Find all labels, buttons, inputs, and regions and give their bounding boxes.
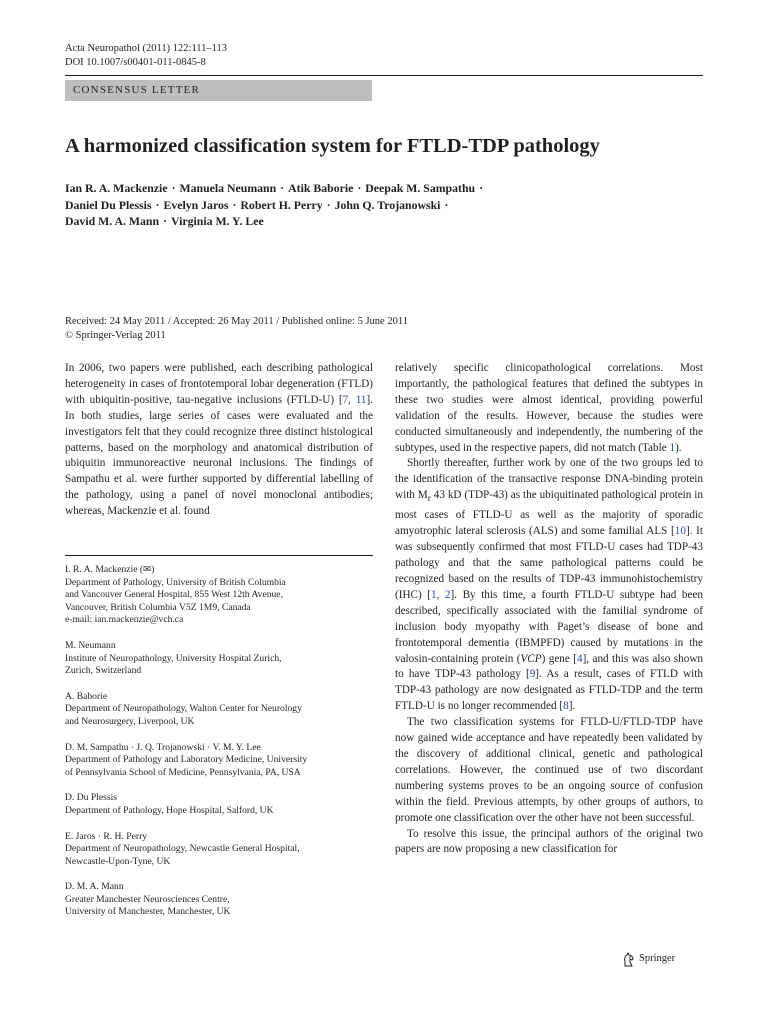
author-line-1 <box>65 180 705 197</box>
body-column-left <box>65 361 373 520</box>
body-paragraph <box>395 361 703 456</box>
author-name: Deepak M. Sampathu <box>365 181 476 195</box>
affiliation-line: Newcastle-Upon-Tyne, UK <box>65 855 171 867</box>
author-name: Robert H. Perry <box>240 197 323 212</box>
body-text: relatively specific clinicopathological correlations. Most importantly, the pathological features that defined the subtypes in these two studies were almost identical, providing powerful validation of the results. However, because the studies were conducted simultaneously and independently, the numbering of the subtypes, used in the respective papers, did not match (Table <box>395 362 703 454</box>
affiliation-line: Greater Manchester Neurosciences Centre, <box>65 893 230 905</box>
journal-citation: Acta Neuropathol (2011) 122:111–113 <box>65 43 228 54</box>
author-name: David M. A. Mann <box>65 214 160 228</box>
springer-horse-icon <box>622 952 636 967</box>
affiliation-names: D. M. A. Mann <box>65 881 124 893</box>
affiliation-entry <box>65 831 380 869</box>
body-column-right <box>395 361 703 858</box>
author-name: Ian R. A. Mackenzie <box>65 181 168 195</box>
email-link[interactable]: e-mail: ian.mackenzie@vch.ca <box>65 614 184 626</box>
author-name: Daniel Du Plessis <box>65 197 152 212</box>
citation-link[interactable]: 7, 11 <box>342 393 367 406</box>
affiliations <box>65 564 380 932</box>
body-text: Shortly thereafter, further work by one of the two groups led to the identification of the transactive response DNA-binding protein with M <box>395 457 703 502</box>
author-list <box>65 180 705 230</box>
affiliation-line: Department of Pathology and Laboratory Medicine, University <box>65 754 308 766</box>
body-text: In 2006, two papers were published, each describing pathological heterogeneity in cases of frontotemporal lobar degeneration (FTLD) with ubiquitin-positive, tau-negative inclusions (FTLD-U) [ <box>65 362 373 406</box>
author-line-2 <box>65 197 705 214</box>
affiliation-entry <box>65 691 380 729</box>
author-name: Virginia M. Y. Lee <box>171 214 264 228</box>
author-separator: · <box>171 181 176 195</box>
citation-link[interactable]: 9 <box>529 668 536 681</box>
affiliation-line: Department of Neuropathology, Walton Center for Neurology <box>65 703 302 715</box>
affiliation-entry <box>65 640 380 678</box>
body-text: ). <box>675 441 682 454</box>
author-separator: · <box>232 197 237 212</box>
author-separator: · <box>280 181 285 195</box>
author-name: Atik Baborie <box>288 181 354 195</box>
author-name: John Q. Trojanowski <box>334 197 441 212</box>
affiliation-names: A. Baborie <box>65 690 108 702</box>
table-link[interactable]: 1 <box>669 441 676 454</box>
body-paragraph <box>65 361 373 520</box>
affiliation-names: E. Jaros · R. H. Perry <box>65 830 148 842</box>
citation-link[interactable]: 8 <box>563 700 569 713</box>
affiliation-rule <box>65 555 373 556</box>
author-separator: · <box>444 197 449 212</box>
subscript: r <box>427 494 431 505</box>
affiliation-entry <box>65 881 380 919</box>
author-line-3 <box>65 213 705 230</box>
affiliation-line: Department of Pathology, University of British Columbia <box>65 576 286 588</box>
dates-line: Received: 24 May 2011 / Accepted: 26 May 2011 / Published online: 5 June 2011 <box>65 316 408 327</box>
affiliation-line: and Vancouver General Hospital, 855 West 12th Avenue, <box>65 589 283 601</box>
affiliation-entry <box>65 742 380 780</box>
affiliation-line: University of Manchester, Manchester, UK <box>65 906 231 918</box>
author-separator: · <box>326 197 331 212</box>
affiliation-names: D. M. Sampathu · J. Q. Trojanowski · V. M. Y. Lee <box>65 741 261 753</box>
affiliation-line: and Neurosurgery, Liverpool, UK <box>65 715 195 727</box>
affiliation-line: Vancouver, British Columbia V5Z 1M9, Canada <box>65 601 251 613</box>
publication-dates <box>65 315 705 342</box>
journal-doi[interactable]: DOI 10.1007/s00401-011-0845-8 <box>65 57 206 68</box>
affiliation-line: Department of Pathology, Hope Hospital, Salford, UK <box>65 804 274 816</box>
author-separator: · <box>479 181 484 195</box>
affiliation-entry <box>65 792 380 817</box>
body-text: ]. As a result, cases of FTLD with TDP-43 pathology are now designated as FTLD-TDP and the term FTLD-U is no longer recommended [ <box>395 668 703 713</box>
publisher-mark <box>622 951 675 967</box>
body-text: ) gene [ <box>541 652 577 665</box>
copyright-line: © Springer-Verlag 2011 <box>65 329 166 341</box>
gene-name: VCP <box>520 652 542 665</box>
body-text: 43 kD (TDP-43) as the ubiquitinated pathological protein in most cases of FTLD-U as well as the majority of sporadic amyotrophic lateral sclerosis (ALS) and some familial ALS [ <box>395 489 703 538</box>
citation-link[interactable]: 1, 2 <box>431 588 451 601</box>
author-separator: · <box>357 181 362 195</box>
body-text: ]. In both studies, large series of cases were evaluated and the investigators felt that they could recognize three distinct histological patterns, based on the morphology and anatomical distribution of ubiquitin immunoreactive neuronal inclusions. The findings of Sampathu et al. were further supported by differential labelling of the pathology, using a panel of novel monoclonal antibodies; whereas, Mackenzie et al. found <box>65 393 373 518</box>
affiliation-names: I. R. A. Mackenzie (✉) <box>65 564 155 575</box>
body-paragraph: The two classification systems for FTLD-U/FTLD-TDP have now gained wide acceptance and have repeatedly been validated by the discovery of additional clinical, genetic and pathological correlations. However, the continued use of two discordant numbering systems proves to be an ongoing source of confusion within the field. Previous attempts, by other groups of authors, to promote one classification over the other have not been successful. <box>395 716 703 824</box>
affiliation-line: Institute of Neuropathology, University Hospital Zurich, <box>65 652 282 664</box>
affiliation-names: M. Neumann <box>65 639 116 651</box>
affiliation-names: D. Du Plessis <box>65 792 117 804</box>
body-paragraph: To resolve this issue, the principal authors of the original two papers are now proposing a new classification for <box>395 827 703 856</box>
affiliation-line: Department of Neuropathology, Newcastle General Hospital, <box>65 843 300 855</box>
article-title: A harmonized classification system for FTLD-TDP pathology <box>65 135 600 157</box>
header-rule <box>65 75 703 76</box>
author-separator: · <box>155 197 160 212</box>
body-text: ]. By this time, a fourth FTLD-U subtype had been described, specifically associated with the familial syndrome of inclusion body myopathy with Paget’s disease of bone and frontotemporal dementia (IBMPFD) caused by mutations in the valosin-containing protein ( <box>395 588 704 665</box>
author-name: Manuela Neumann <box>179 181 277 195</box>
body-text: ]. <box>568 700 576 713</box>
affiliation-entry <box>65 564 380 627</box>
body-text: ]. It was subsequently confirmed that most FTLD-U cases had TDP-43 pathology and that the same pathological patterns could be recognized based on the results of TDP-43 immunohistochemistry (IHC) [ <box>395 525 703 601</box>
affiliation-line: Zurich, Switzerland <box>65 665 142 677</box>
body-paragraph <box>395 456 703 715</box>
publisher-name: Springer <box>639 953 676 964</box>
article-type-label: CONSENSUS LETTER <box>65 80 372 101</box>
author-name: Evelyn Jaros <box>163 197 229 212</box>
citation-link[interactable]: 10 <box>674 525 686 538</box>
author-separator: · <box>163 214 167 228</box>
body-text: ], and this was also shown to have TDP-43 pathology [ <box>395 652 703 681</box>
citation-link[interactable]: 4 <box>576 652 583 665</box>
journal-header <box>65 42 227 70</box>
affiliation-line: of Pennsylvania School of Medicine, Pennsylvania, PA, USA <box>65 766 301 778</box>
